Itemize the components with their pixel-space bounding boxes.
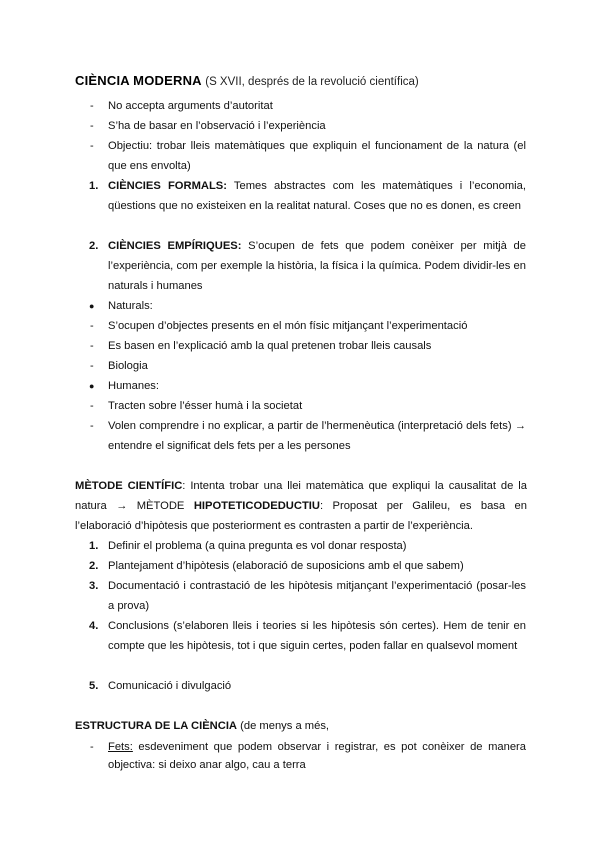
term-label: CIÈNCIES FORMALS:	[108, 180, 227, 192]
number-marker: 3.	[89, 580, 99, 592]
dash-marker: -	[90, 340, 94, 352]
section-intro-part2: : Proposat per Galileu, es basa en l’elaboració d’hipòtesis que posteriorment es contrasten a partir de l’experiència.	[75, 500, 527, 532]
numbered-item-text	[108, 176, 526, 216]
step-text: Conclusions (s’elaboren lleis i teories si les hipòtesis són certes). Hem de tenir en compte que les hipòtesis, tot i que siguin certes, poden fallar en qualsevol moment	[108, 620, 526, 652]
dash-marker: -	[90, 400, 94, 412]
list-item-text: Tracten sobre l’ésser humà i la societat	[108, 400, 303, 412]
dash-marker: -	[90, 360, 94, 372]
dash-marker: -	[90, 140, 94, 152]
step-text: Plantejament d’hipòtesis (elaboració de suposicions amb el que sabem)	[108, 560, 464, 572]
section-intro-part1: : Intenta trobar una llei matemàtica que expliqui la causalitat de la natura → MÈTODE	[75, 480, 527, 512]
list-item-text: Es basen en l’explicació amb la qual pretenen trobar lleis causals	[108, 340, 432, 352]
heading-text: CIÈNCIA MODERNA	[75, 73, 202, 88]
bullet-text: Naturals:	[108, 300, 153, 312]
method-name: HIPOTETICODEDUCTIU	[193, 500, 320, 512]
section-subtitle: (de menys a més,	[240, 720, 330, 732]
list-item-text: S’ocupen d’objectes presents en el món físic mitjançant l’experimentació	[108, 320, 468, 332]
step-text: Comunicació i divulgació	[108, 680, 232, 692]
number-marker: 4.	[89, 620, 99, 632]
dash-marker: -	[90, 120, 94, 132]
number-marker: 2.	[89, 240, 99, 252]
dash-marker: -	[90, 420, 94, 432]
number-marker: 5.	[89, 680, 99, 692]
term-description: S’ocupen de fets que podem conèixer per mitjà de l’experiència, com per exemple la història, la física i la química. Podem dividir-les en naturals i humanes	[108, 240, 527, 292]
term-label: Fets:	[108, 741, 133, 753]
step-text: Definir el problema (a quina pregunta es vol donar resposta)	[108, 540, 407, 552]
numbered-item-text	[108, 236, 526, 296]
list-item-text: Objectiu: trobar lleis matemàtiques que expliquin el funcionament de la natura (el que ens envolta)	[108, 140, 526, 172]
list-item-text	[108, 738, 526, 774]
term-description: Temes abstractes com les matemàtiques i l’economia, qüestions que no existeixen en la realitat natural. Coses que no es donen, es creen	[108, 180, 526, 212]
number-marker: 1.	[89, 180, 99, 192]
step-text: Documentació i contrastació de les hipòtesis mitjançant l’experimentació (posar-les a prova)	[108, 580, 526, 612]
dash-marker: -	[90, 320, 94, 332]
section-heading-ciencia-moderna	[75, 72, 419, 91]
section-heading-metode: MÈTODE CIENTÍFIC	[75, 480, 183, 492]
section-heading-estructura: ESTRUCTURA DE LA CIÈNCIA	[75, 720, 238, 732]
heading-subtitle: (S XVII, després de la revolució científica)	[205, 76, 419, 88]
list-item-text: No accepta arguments d’autoritat	[108, 100, 273, 112]
list-item-text: S’ha de basar en l’observació i l’experiència	[108, 120, 326, 132]
bullet-text: Humanes:	[108, 380, 159, 392]
bullet-marker: ●	[89, 381, 95, 391]
list-item-text: Volen comprendre i no explicar, a partir de l’hermenèutica (interpretació dels fets) → entendre el significat dels fets per a les persones	[108, 420, 526, 452]
section-estructura	[75, 716, 527, 736]
dash-marker: -	[90, 741, 94, 753]
number-marker: 2.	[89, 560, 99, 572]
list-item-text: Biologia	[108, 360, 148, 372]
bullet-marker: ●	[89, 301, 95, 311]
term-label: CIÈNCIES EMPÍRIQUES:	[108, 240, 242, 252]
number-marker: 1.	[89, 540, 99, 552]
term-description: esdeveniment que podem observar i registrar, es pot conèixer de manera objectiva: si deixo anar algo, cau a terra	[108, 741, 526, 771]
dash-marker: -	[90, 100, 94, 112]
section-metode-cientific	[75, 476, 527, 536]
